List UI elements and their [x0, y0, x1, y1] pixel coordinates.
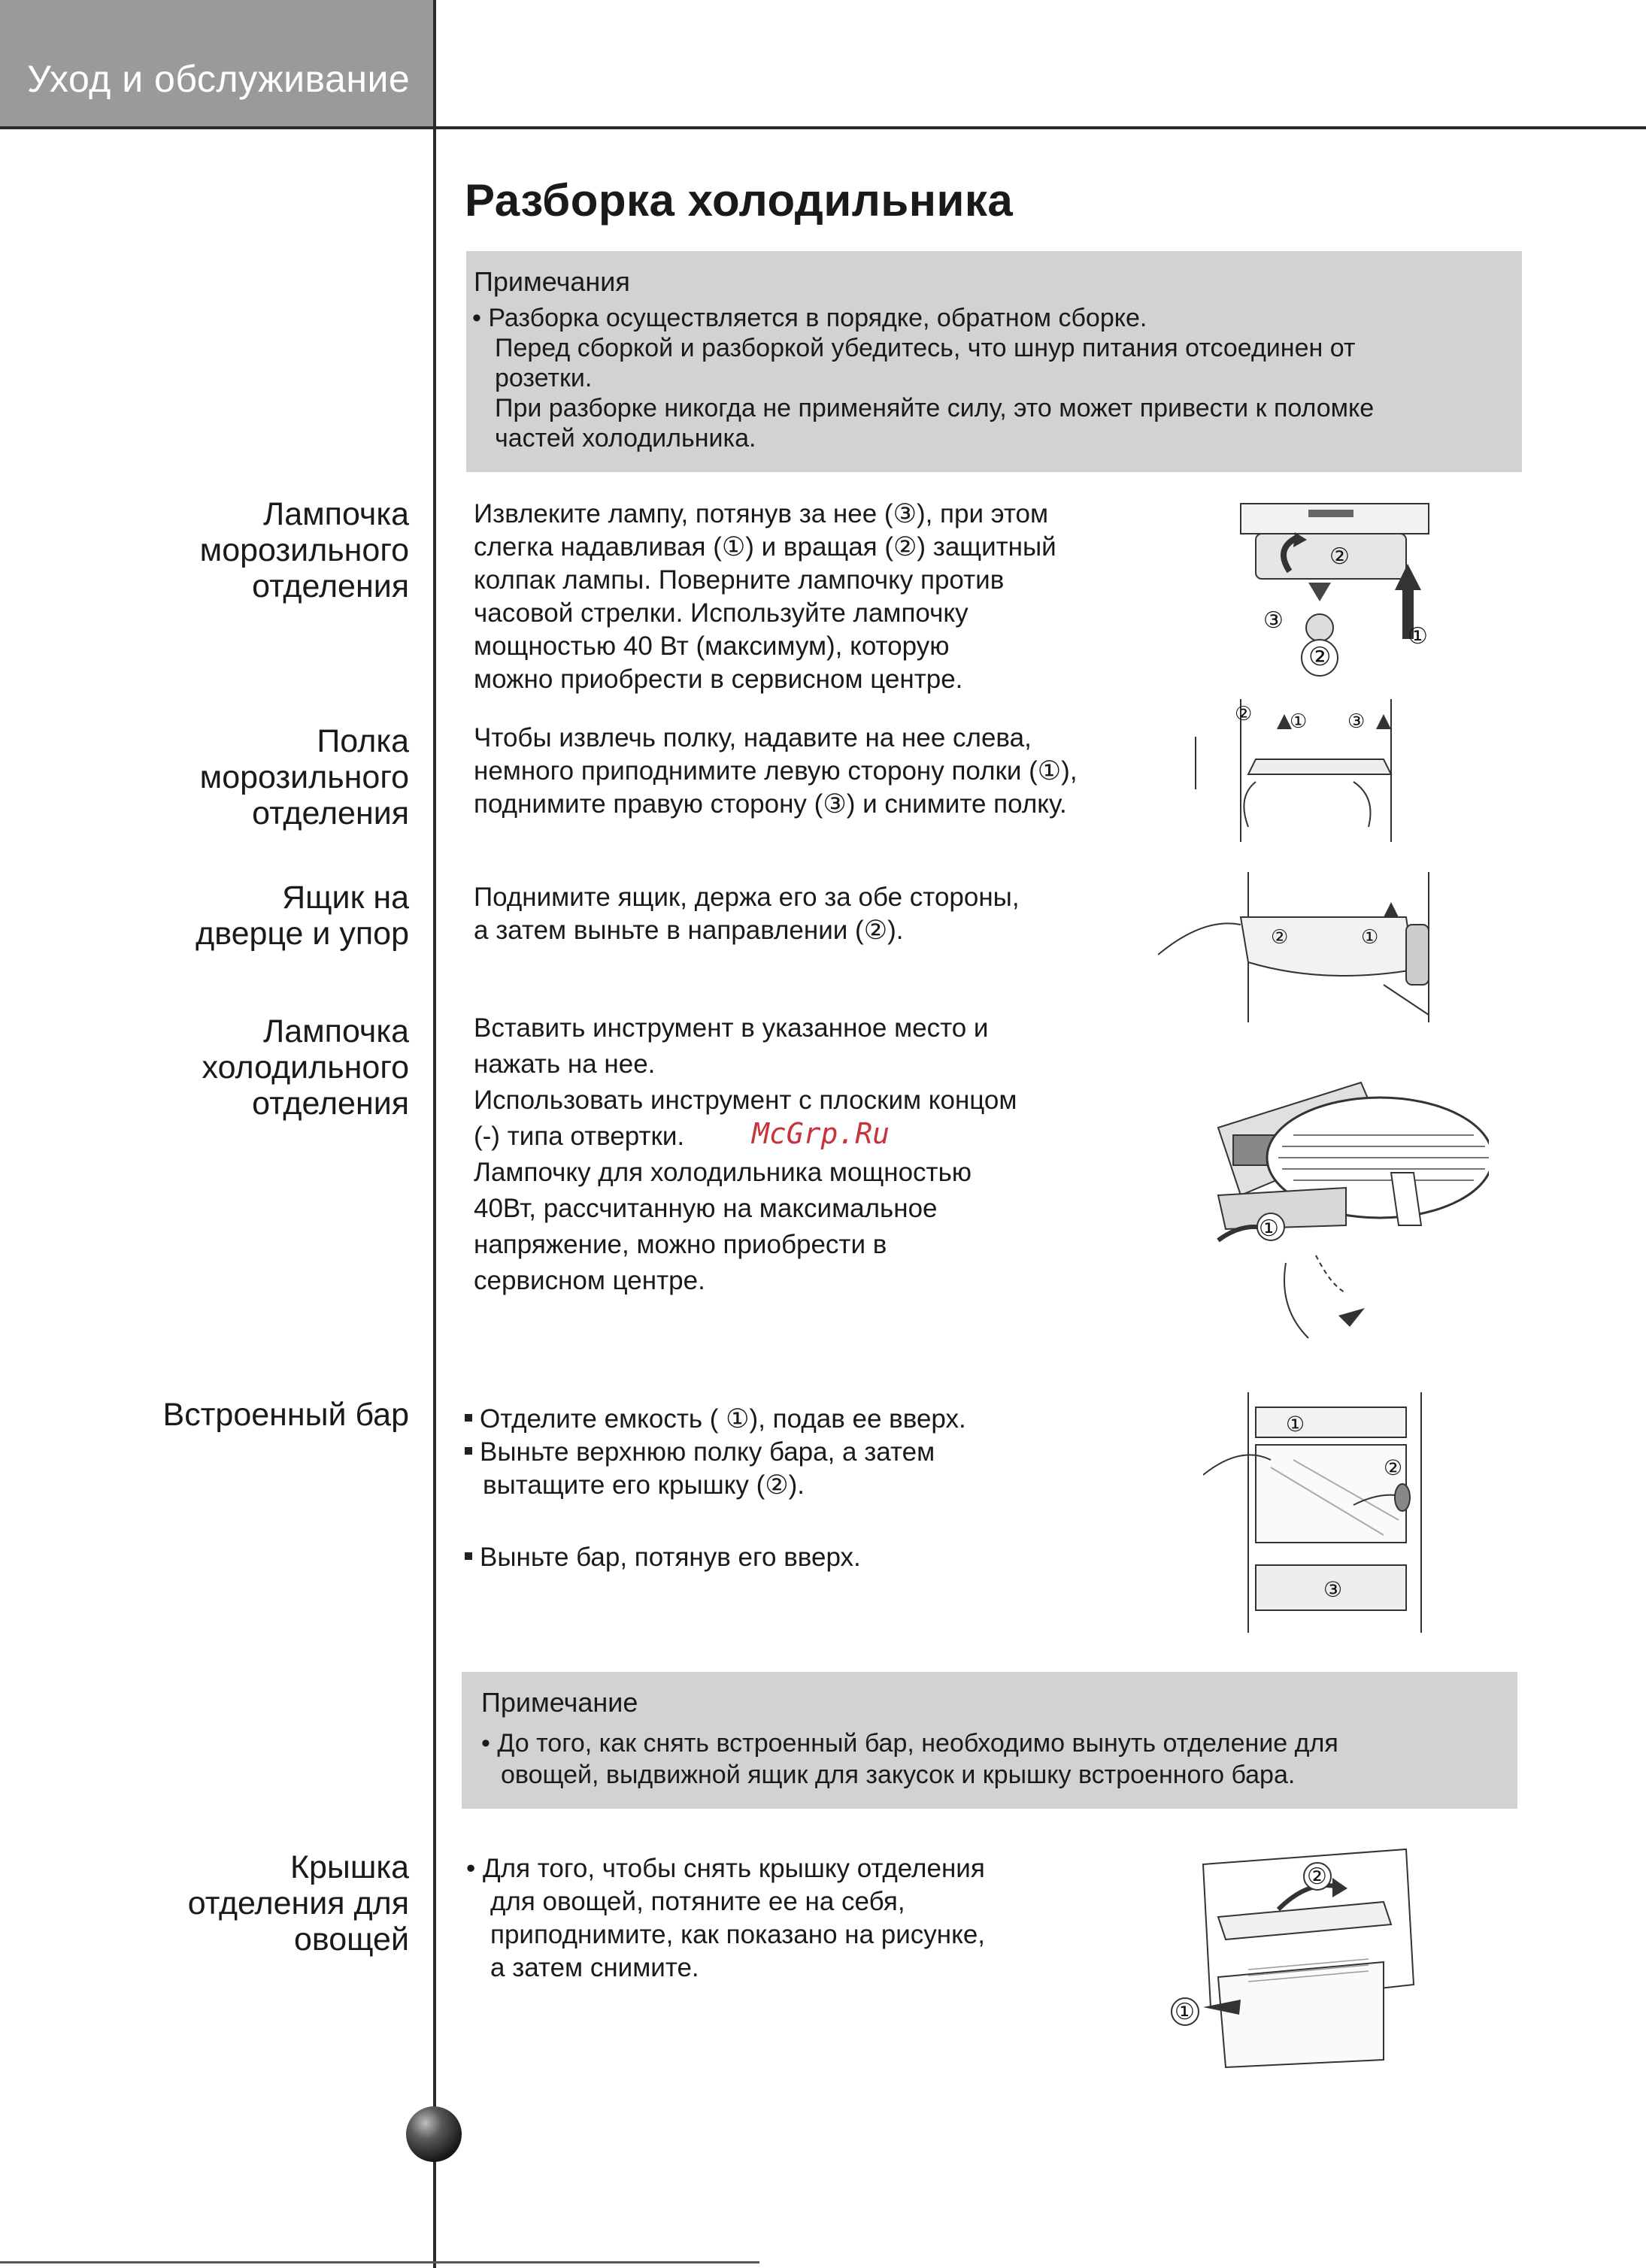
label-line: Полка — [317, 723, 409, 759]
text-line — [465, 1403, 966, 1436]
text-line: часовой стрелки. Используйте лампочку — [474, 598, 969, 628]
bullet-square — [465, 1414, 472, 1422]
marker: ① — [1175, 1999, 1195, 2025]
spacer — [465, 1502, 966, 1541]
text-line: Вставить инструмент в указанное место и — [474, 1013, 989, 1043]
text-line: (-) типа отвертки. — [474, 1122, 685, 1151]
header-divider — [0, 126, 1646, 129]
note-line: овощей, выдвижной ящик для закусок и крышку встроенного бара. — [501, 1761, 1296, 1789]
label-line: овощей — [293, 1921, 409, 1958]
label-line: отделения — [252, 1086, 409, 1122]
label-door-bin — [196, 880, 409, 952]
marker: ① — [1259, 1216, 1279, 1242]
marker: ② — [1308, 642, 1332, 672]
freezer-shelf-illustration — [1188, 699, 1414, 849]
label-line: отделения — [252, 795, 409, 831]
text-line: для овощей, потяните ее на себя, — [490, 1887, 905, 1916]
bullet-square — [465, 1447, 472, 1455]
built-in-bar-illustration — [1203, 1392, 1436, 1633]
text-line: Извлеките лампу, потянув за нее (③), при этом — [474, 499, 1049, 528]
note-box-top — [466, 251, 1522, 472]
note-line: При разборке никогда не применяйте силу, это может привести к поломке — [495, 394, 1375, 422]
text-vegetable-cover — [466, 1852, 985, 1985]
text-line: Лампочку для холодильника мощностью — [474, 1158, 972, 1187]
text-line — [465, 1541, 966, 1574]
label-line: Ящик на — [282, 880, 409, 916]
text-fridge-lamp — [474, 1010, 1017, 1299]
text-line: приподнимите, как показано на рисунке, — [490, 1920, 986, 1949]
text-line: колпак лампы. Поверните лампочку против — [474, 565, 1005, 595]
text-line: Отделите емкость ( ①), подав ее вверх. — [480, 1404, 966, 1434]
text-door-bin — [474, 881, 1020, 947]
fridge-lamp-illustration — [1196, 1067, 1489, 1353]
vegetable-cover-illustration — [1158, 1834, 1429, 2082]
marker: ① — [1408, 623, 1428, 650]
label-line: Лампочка — [262, 496, 409, 532]
text-line: Поднимите ящик, держа его за обе стороны, — [474, 883, 1020, 912]
watermark-text: McGrp.Ru — [752, 1117, 890, 1150]
text-line: 40Вт, рассчитанную на максимальное — [474, 1194, 938, 1223]
label-line: Встроенный бар — [162, 1397, 409, 1433]
text-line: Выньте верхнюю полку бара, а затем — [480, 1437, 935, 1467]
marker: ② — [1271, 926, 1289, 949]
label-vegetable-cover — [188, 1849, 409, 1958]
vertical-divider — [433, 0, 436, 2268]
text-line: слегка надавливая (①) и вращая (②) защитный — [474, 532, 1056, 562]
text-line: поднимите правую сторону (③) и снимите полку. — [474, 789, 1067, 819]
label-line: отделения для — [187, 1885, 409, 1921]
label-line: отделения — [252, 568, 409, 604]
note-heading: Примечание — [481, 1687, 638, 1718]
bullet-square — [465, 1552, 472, 1560]
label-freezer-lamp — [200, 496, 409, 604]
text-line: сервисном центре. — [474, 1266, 705, 1295]
text-line: Выньте бар, потянув его вверх. — [480, 1543, 861, 1572]
label-line: морозильного — [199, 759, 409, 795]
marker: ② — [1235, 703, 1253, 725]
door-bin-illustration — [1158, 872, 1451, 1022]
label-line: Крышка — [289, 1849, 409, 1885]
marker: ① — [1290, 710, 1308, 733]
text-line: можно приобрести в сервисном центре. — [474, 665, 963, 694]
marker: ② — [1307, 1864, 1327, 1890]
note-line: • Разборка осуществляется в порядке, обратном сборке. — [472, 304, 1147, 332]
text-freezer-shelf — [474, 722, 1078, 821]
text-line: а затем снимите. — [490, 1953, 699, 1982]
freezer-lamp-illustration — [1233, 489, 1444, 684]
note-line: Перед сборкой и разборкой убедитесь, что шнур питания отсоединен от — [495, 334, 1356, 362]
text-freezer-lamp — [474, 498, 1056, 696]
marker: ② — [1384, 1455, 1403, 1480]
text-line: напряжение, можно приобрести в — [474, 1230, 887, 1259]
label-line: Лампочка — [262, 1013, 409, 1049]
text-line: а затем выньте в направлении (②). — [474, 916, 904, 945]
text-built-in-bar — [465, 1403, 966, 1574]
marker: ③ — [1323, 1577, 1343, 1602]
note-line: розетки. — [495, 364, 593, 392]
note-line: • До того, как снять встроенный бар, необходимо вынуть отделение для — [481, 1729, 1338, 1758]
section-title: Уход и обслуживание — [27, 58, 411, 100]
page-title: Разборка холодильника — [465, 175, 1014, 226]
text-line: • Для того, чтобы снять крышку отделения — [466, 1854, 985, 1883]
text-line: мощностью 40 Вт (максимум), которую — [474, 631, 950, 661]
marker: ② — [1329, 544, 1350, 570]
text-line: нажать на нее. — [474, 1049, 656, 1079]
label-freezer-shelf — [200, 723, 409, 831]
text-line: Чтобы извлечь полку, надавите на нее слева, — [474, 723, 1032, 752]
page-number-ball-icon — [406, 2106, 462, 2162]
text-line: Использовать инструмент с плоским концом — [474, 1086, 1017, 1115]
label-line: дверце и упор — [196, 916, 409, 952]
text-line: вытащите его крышку (②). — [483, 1470, 805, 1500]
text-line: немного приподнимите левую сторону полки (①), — [474, 756, 1078, 786]
note-box-bottom — [462, 1672, 1517, 1809]
marker: ① — [1286, 1412, 1305, 1437]
marker: ③ — [1347, 710, 1366, 733]
marker: ③ — [1263, 607, 1284, 634]
text-line — [465, 1436, 966, 1469]
marker: ① — [1361, 926, 1379, 949]
bottom-divider — [0, 2261, 759, 2263]
label-fridge-lamp — [202, 1013, 409, 1122]
label-built-in-bar — [163, 1397, 409, 1433]
note-line: частей холодильника. — [495, 424, 756, 453]
label-line: холодильного — [202, 1049, 409, 1086]
label-line: морозильного — [199, 532, 409, 568]
note-heading: Примечания — [474, 266, 630, 297]
